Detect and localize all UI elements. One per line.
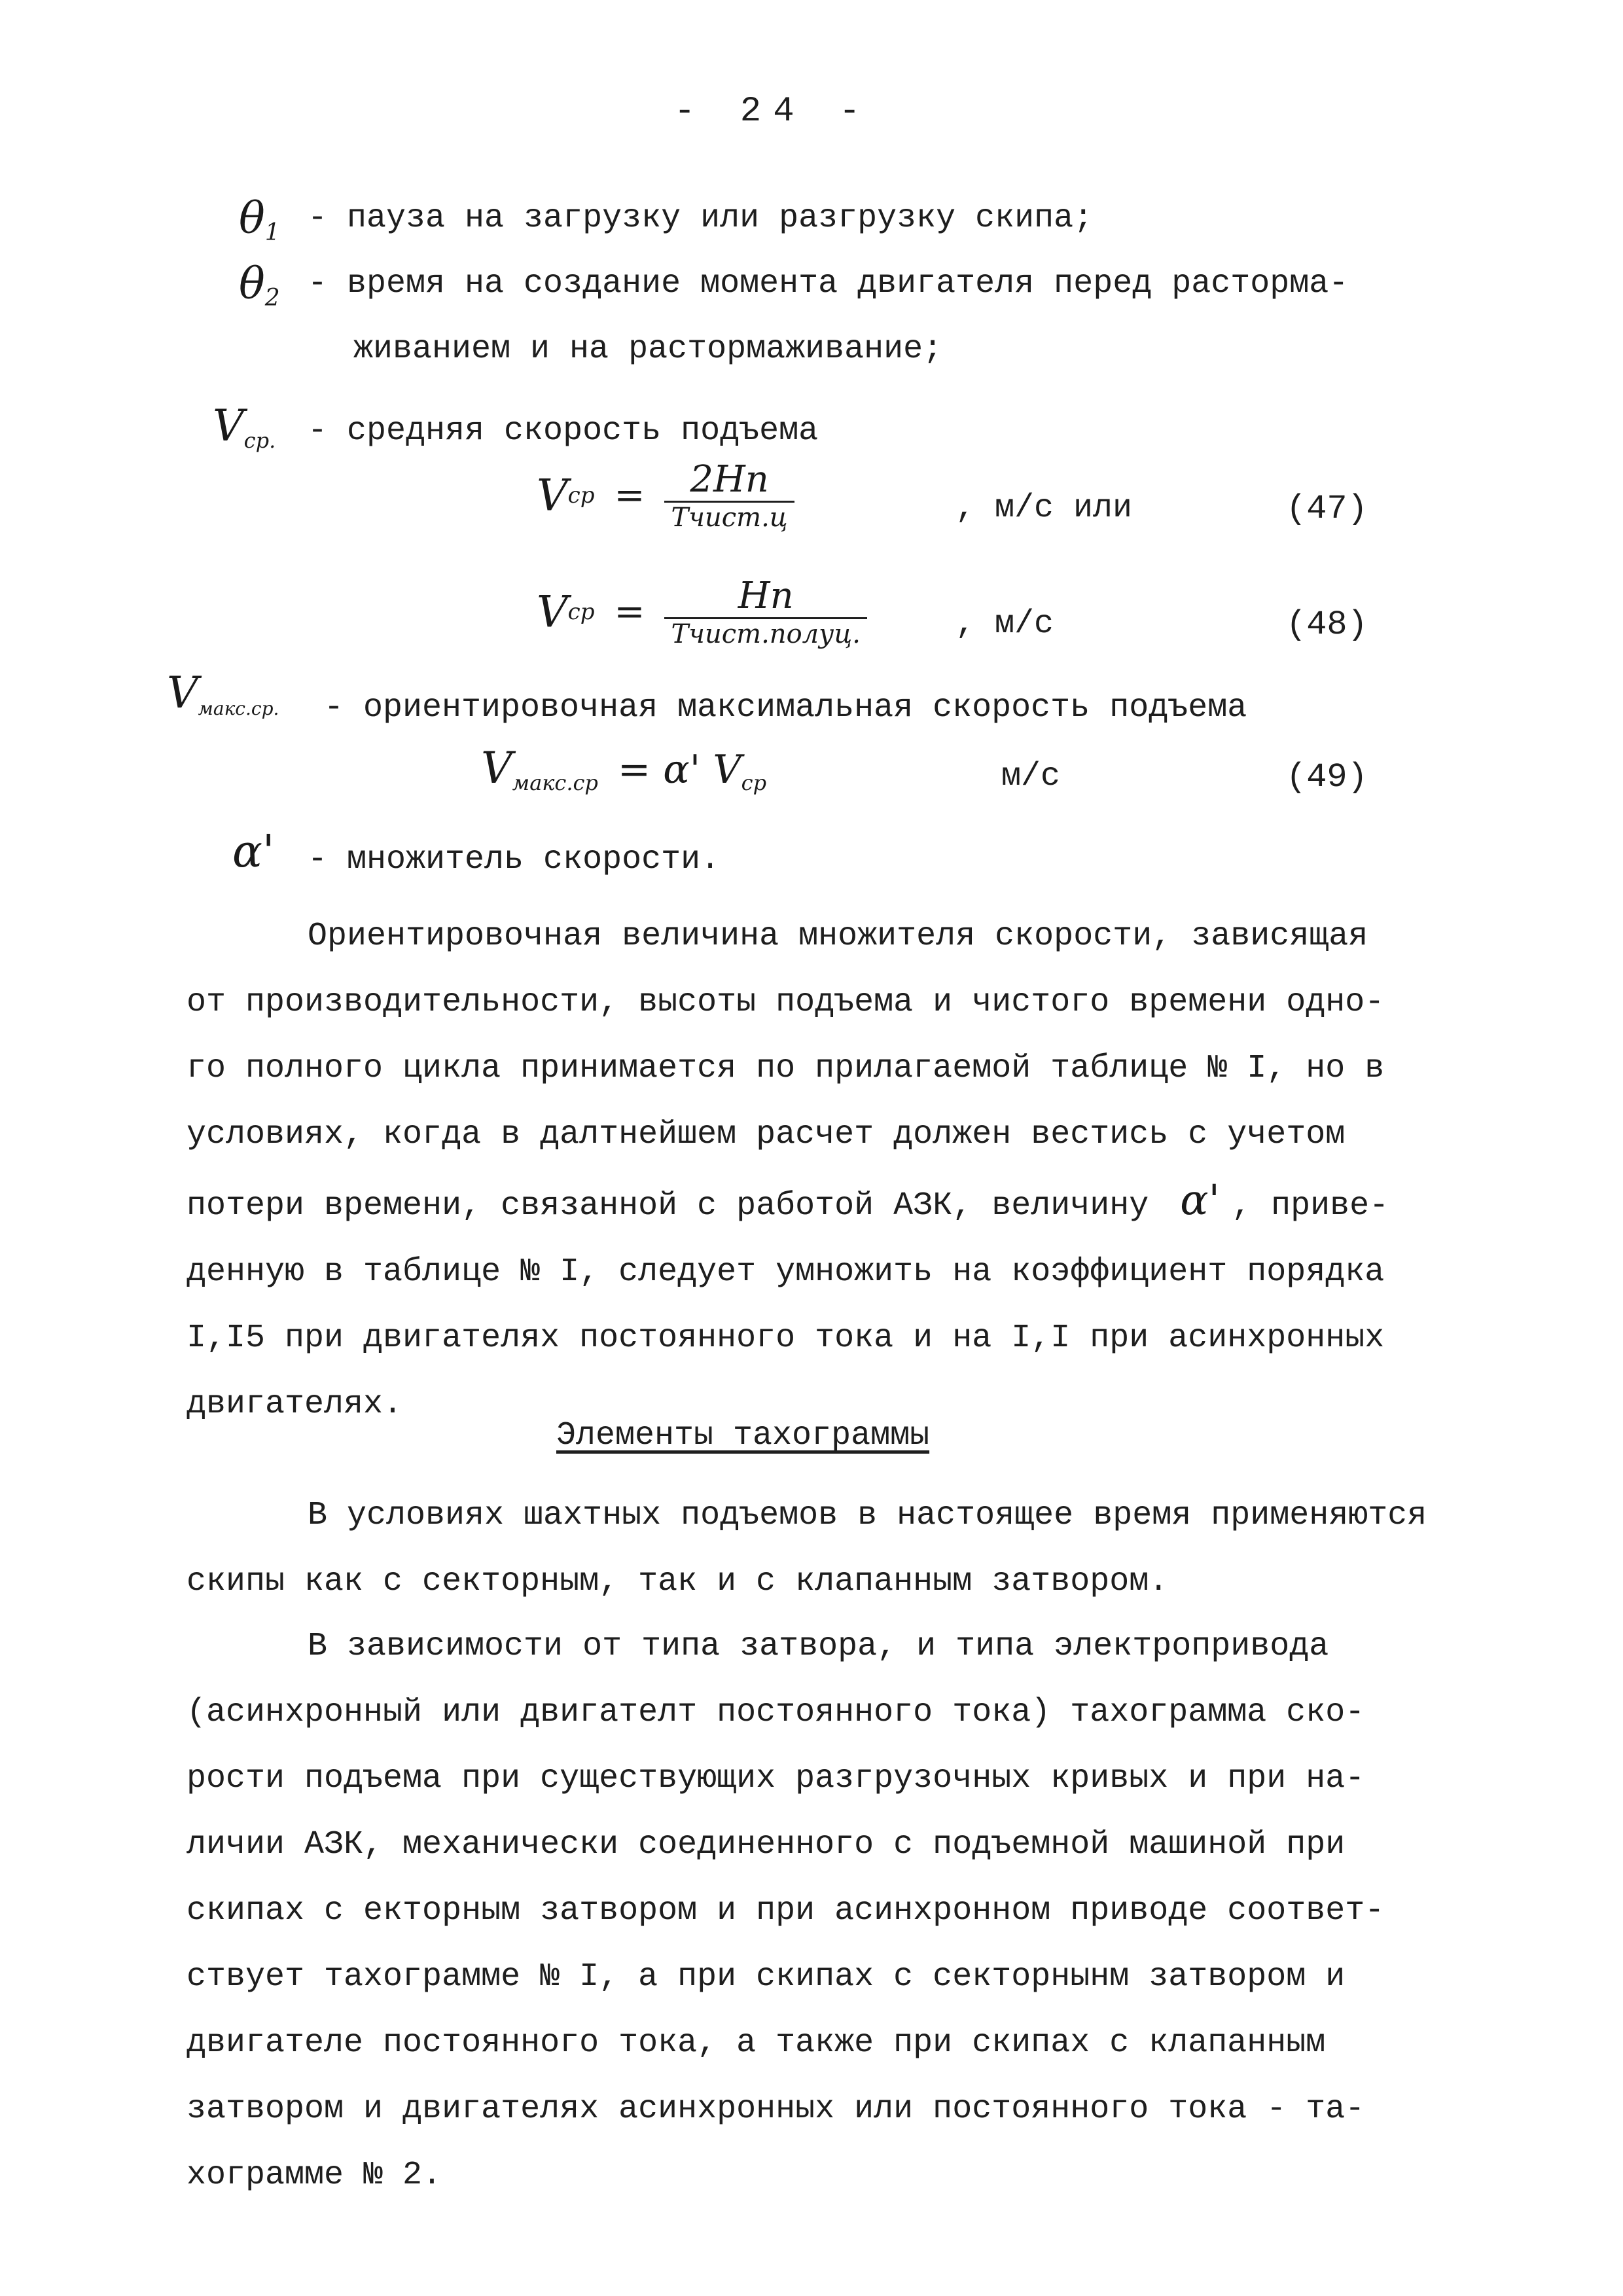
fraction-denominator: Tчист.ц [671,503,788,533]
paragraph-line: условиях, когда в далтнейшем расчет должен вестись с учетом [187,1116,1346,1153]
formula-fraction [664,575,867,649]
fraction-numerator: Hп [738,575,794,617]
definition-vsr-text: - средняя скорость подъема [308,412,819,450]
section-heading: Элементы тахограммы [556,1417,930,1454]
formula-lhs-sub: макс.ср [512,770,598,795]
equation-number-48: (48) [1286,605,1368,644]
equation-number-47: (47) [1286,490,1368,528]
paragraph-line: скипах с екторным затвором и при асинхронном приводе соответ- [187,1892,1385,1929]
formula-48-unit: , м/с [955,605,1054,643]
definition-theta2-continuation: живанием и на растормаживание; [353,331,943,368]
formula-47 [537,458,794,533]
definition-theta2 [239,259,280,312]
alpha-inline-symbol: α' [1180,1176,1221,1225]
definition-theta1 [239,193,280,246]
paragraph-line: I,I5 при двигателях постоянного тока и на I,I при асинхронных [187,1319,1385,1357]
paragraph-line: В зависимости от типа затвора, и типа электропривода [308,1628,1329,1665]
paragraph-line: го полного цикла принимается по прилагаемой таблице № I, но в [187,1050,1385,1087]
formula-lhs: V [481,743,512,793]
paragraph-line: денную в таблице № I, следует умножить на коэффициент порядка [187,1253,1385,1291]
definition-vmax [167,668,279,719]
formula-49 [481,743,766,795]
v-subscript: ср. [243,428,276,453]
equals-sign: = [614,474,645,517]
theta-symbol: θ [239,259,265,309]
definition-alpha-text: - множитель скорости. [308,841,721,878]
fraction-numerator: 2Hп [690,458,769,501]
paragraph-line: личии АЗК, механически соединенного с подъемной машиной при [187,1826,1346,1863]
definition-theta1-text: - пауза на загрузку или разгрузку скипа; [308,200,1094,237]
definition-vmax-text: - ориентировочная максимальная скорость подъема [324,689,1247,726]
formula-48 [537,575,867,649]
theta-subscript: 2 [264,285,280,312]
paragraph-skips [187,1482,1469,1615]
paragraph-line: (асинхронный или двигателт постоянного тока) тахограмма ско- [187,1694,1365,1731]
formula-lhs: V [537,586,568,637]
paragraph-line: Ориентировочная величина множителя скорости, зависящая [308,918,1368,955]
equals-sign: = [614,590,645,634]
formula-rhs-sub: ср [741,770,767,795]
paragraph-multiplier [187,903,1469,1437]
paragraph-line: двигателях. [187,1386,403,1423]
formula-lhs: V [537,470,568,521]
formula-lhs-sub: ср [567,482,595,509]
theta-subscript: 1 [264,219,280,246]
paragraph-line: хограмме № 2. [187,2157,442,2194]
definition-vsr [213,401,276,453]
paragraph-line [187,1168,1469,1239]
paragraph-line-text: потери времени, связанной с работой АЗК, величину [187,1187,1149,1225]
paragraph-line: В условиях шахтных подъемов в настоящее время применяются [308,1497,1427,1534]
paragraph-line: рости подъема при существующих разгрузочных кривых и при на- [187,1760,1365,1797]
paragraph-line: ствует тахограмме № I, а при скипах с секторнынм затвором и [187,1958,1346,1996]
v-symbol: V [213,401,244,451]
paragraph-line: от производительности, высоты подъема и чистого времени одно- [187,984,1385,1021]
formula-fraction [664,458,794,533]
paragraph-tachogram [187,1613,1469,2208]
paragraph-line: затвором и двигателях асинхронных или постоянного тока - та- [187,2090,1365,2128]
paragraph-line-tail: , приве- [1232,1187,1389,1225]
equation-number-49: (49) [1286,758,1368,797]
paragraph-line: двигателе постоянного тока, а также при скипах с клапанным [187,2024,1326,2062]
definition-theta2-text: - время на создание момента двигателя перед растормa- [308,265,1349,302]
v-subscript: макс.ср. [198,698,279,719]
formula-rhs: = α' V [617,747,741,793]
formula-47-unit: , м/с или [955,490,1133,527]
theta-symbol: θ [239,193,265,243]
paragraph-line: скипы как с секторным, так и с клапанным затвором. [187,1563,1169,1600]
formula-49-unit: м/с [1001,758,1061,795]
alpha-symbol: α' [232,826,275,878]
v-symbol: V [167,668,198,718]
fraction-denominator: Tчист.полуц. [671,619,861,649]
formula-lhs-sub: ср [567,599,595,625]
page-number: - 24 - [674,92,872,132]
